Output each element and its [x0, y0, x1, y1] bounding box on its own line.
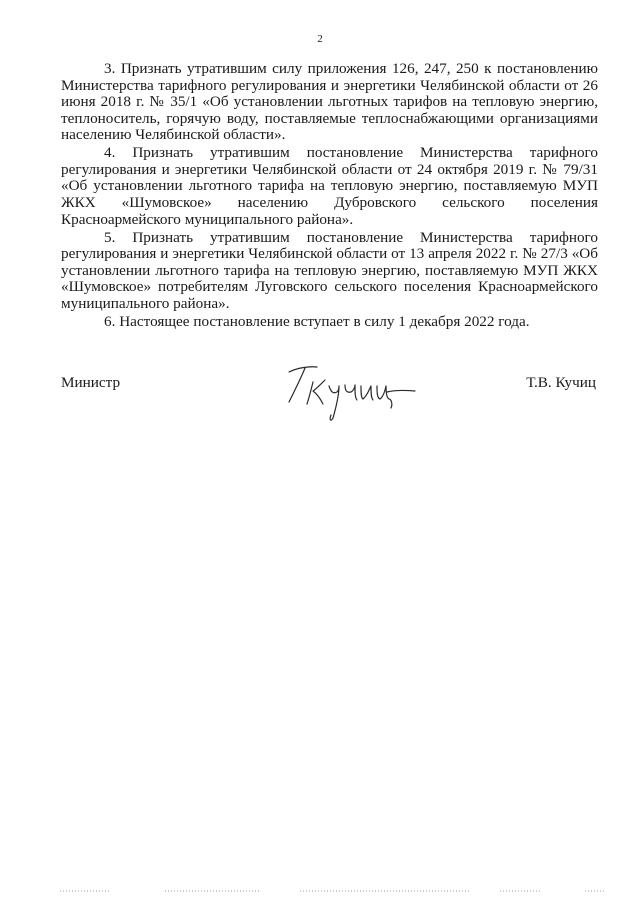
scan-edge-artifacts: [0, 888, 640, 894]
paragraph-4: 4. Признать утратившим постановление Министерства тарифного регулирования и энергетики Челябинской области от 24 октября 2019 г. № 79/31 «Об установлении льготного тарифа на тепловую энергию, поставляемую МУП ЖКХ «Шумовское» населению Дубровского сельского поселения Красноармейского муниципального района».: [61, 144, 598, 228]
paragraph-3: 3. Признать утратившим силу приложения 126, 247, 250 к постановлению Министерства тарифного регулирования и энергетики Челябинской области от 26 июня 2018 г. № 35/1 «Об установлении льготных тарифов на тепловую энергию, теплоноситель, горячую воду, поставляемые теплоснабжающими организациями населению Челябинской области».: [61, 60, 598, 144]
document-body: [61, 61, 598, 332]
signature-block: [0, 360, 640, 430]
page-number: 2: [317, 33, 323, 45]
signatory-title: Министр: [61, 374, 121, 391]
handwritten-signature: [283, 360, 423, 424]
paragraph-6: 6. Настоящее постановление вступает в силу 1 декабря 2022 года.: [104, 312, 530, 330]
paragraph-5: 5. Признать утратившим постановление Министерства тарифного регулирования и энергетики Челябинской области от 13 апреля 2022 г. № 27/3 «Об установлении льготного тарифа на тепловую энергию, поставляемую МУП ЖКХ «Шумовское» потребителям Луговского сельского поселения Красноармейского муниципального района».: [61, 228, 598, 312]
signatory-name: Т.В. Кучиц: [526, 374, 596, 391]
